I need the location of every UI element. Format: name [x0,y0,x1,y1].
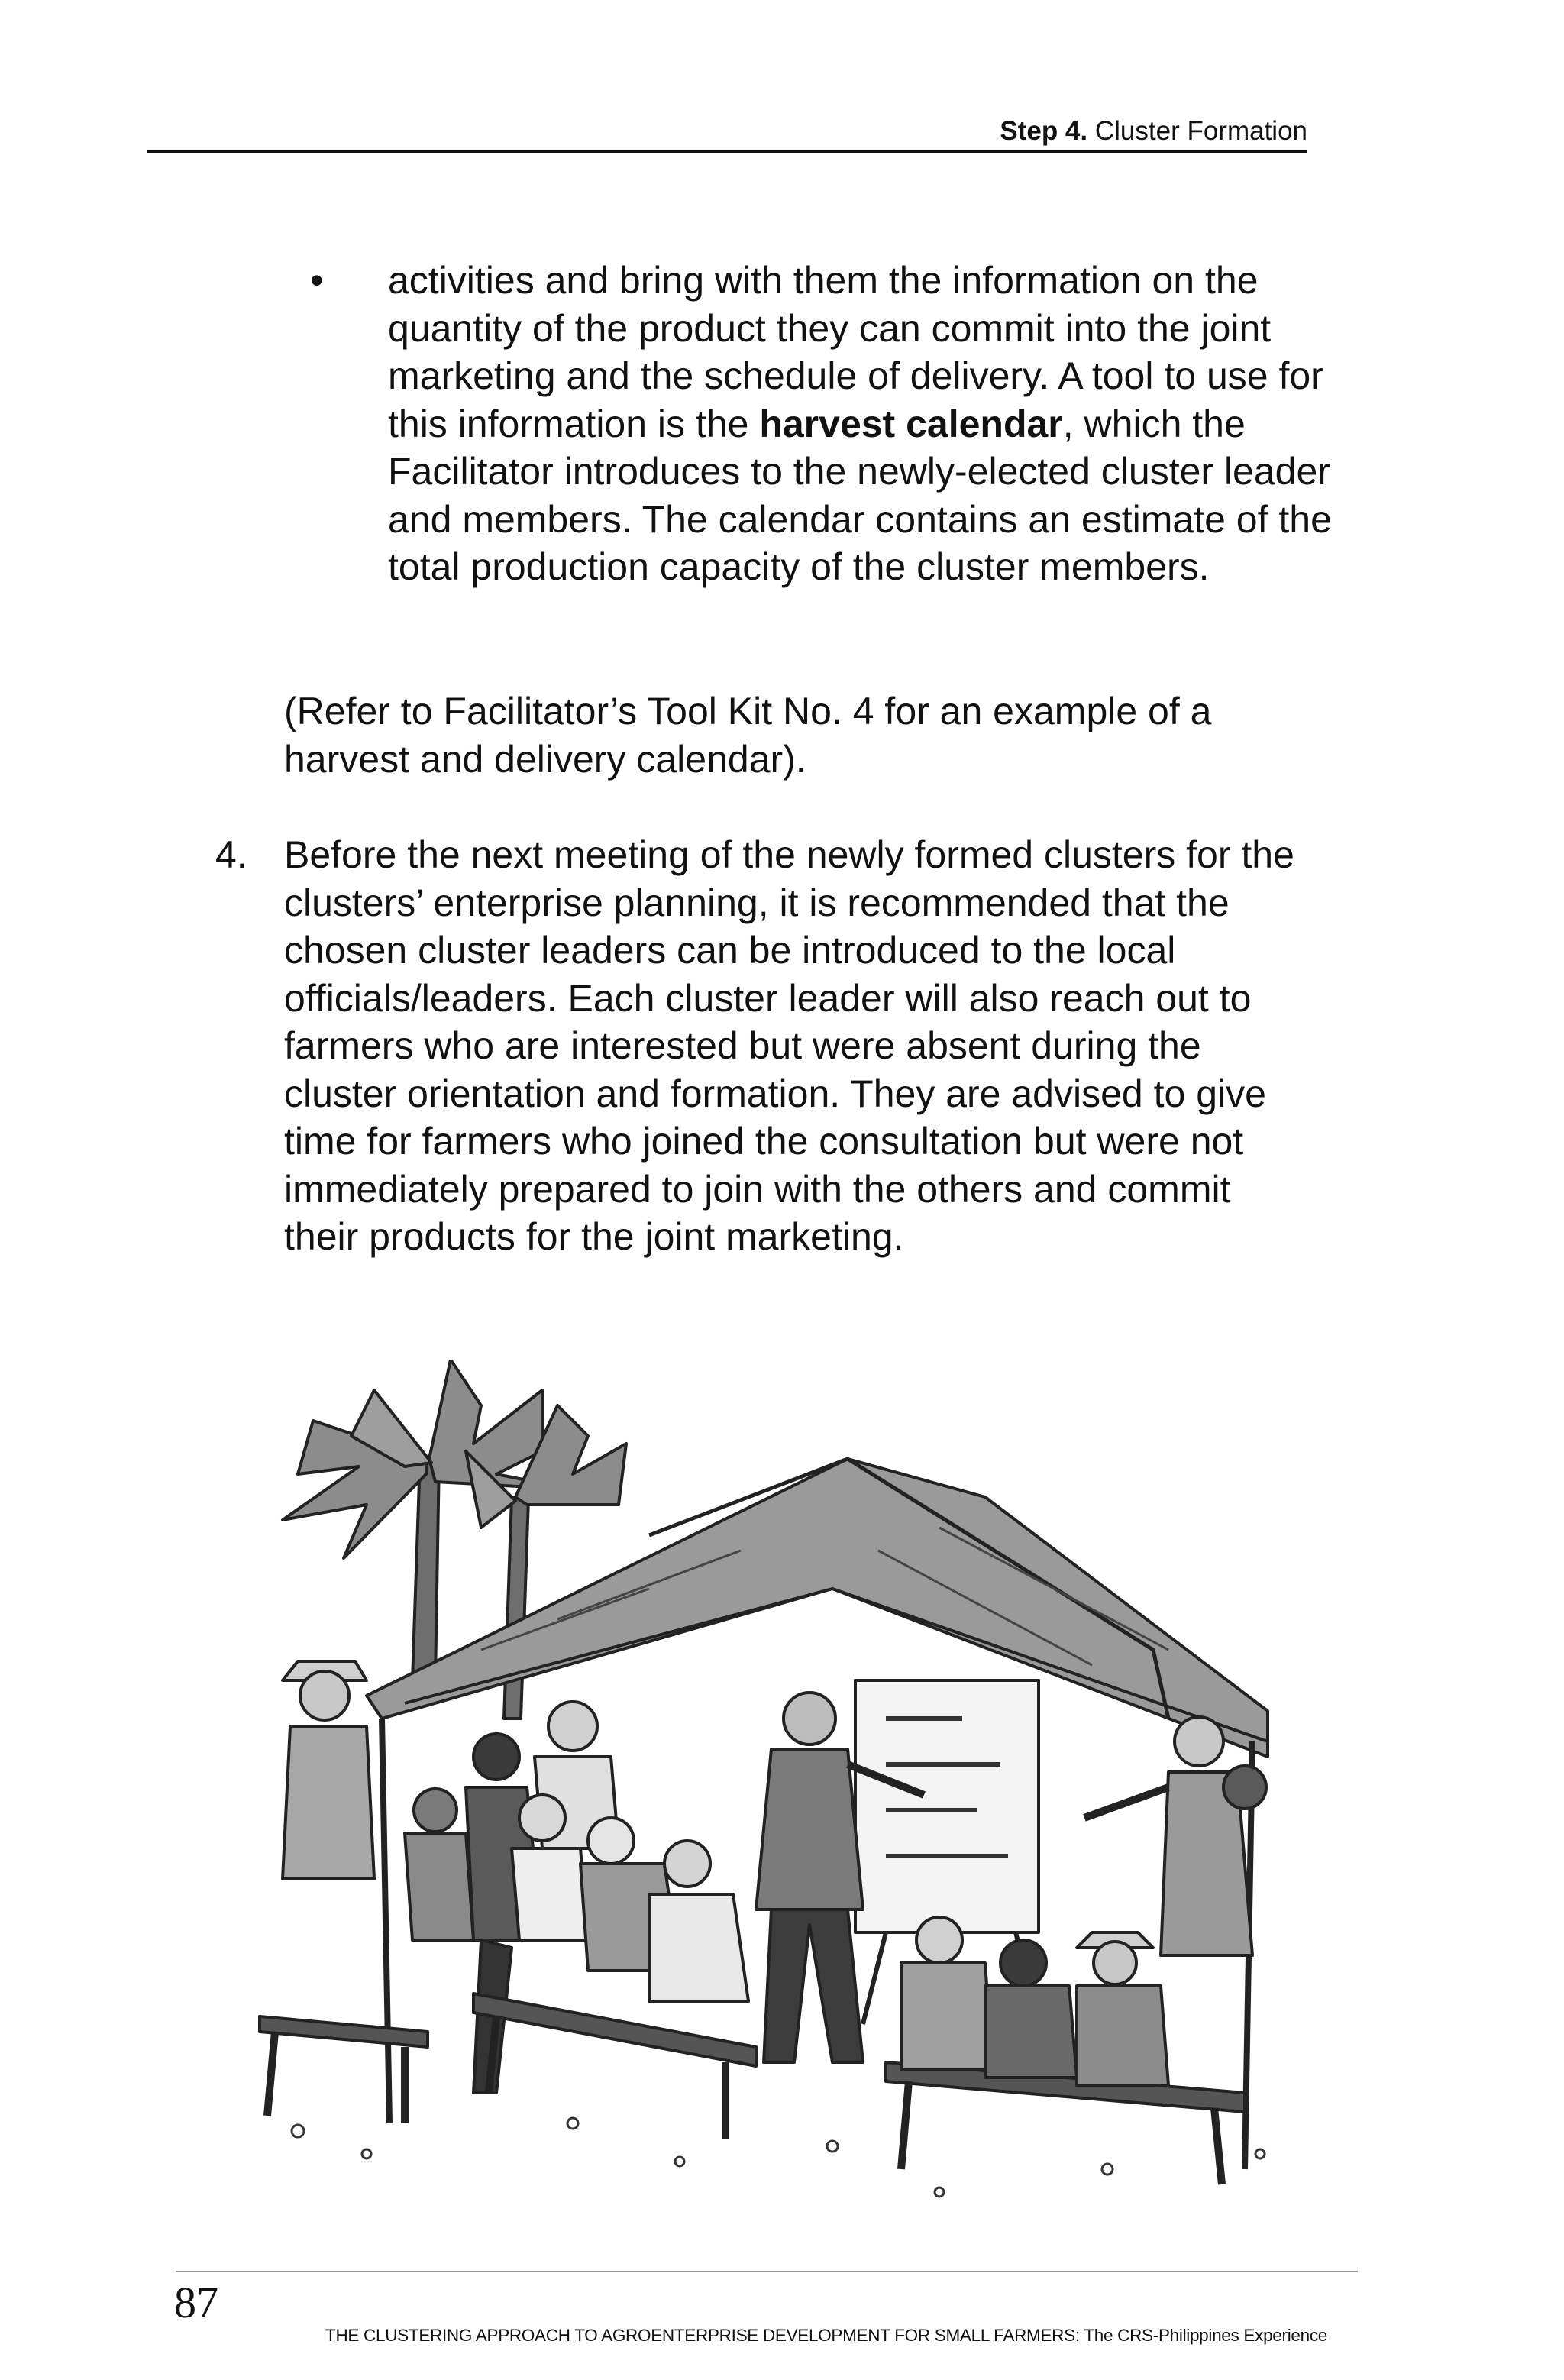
bullet-text-before: activities and bring with them the information on the quantity of the product they can commit into the joint marketing and the schedule of delivery. A tool to use for this information is the [388,259,1323,445]
meeting-illustration [252,1360,1283,2207]
bullet-icon: • [310,259,324,302]
farmer-figure-icon [283,1661,374,1879]
seated-group-icon [405,1702,748,2093]
item-text: Before the next meeting of the newly formed clusters for the clusters’ enterprise planning, it is recommended that the chosen cluster leaders can be introduced to the local officials/leaders. Each cluster leader will also reach out to farmers who are interested but were absent during the cluster orientation and formation. They are advised to give time for farmers who joined the consultation but were not immediately prepared to join with the others and commit their products for the joint marketing. [284,833,1294,1258]
bullet-text-after: , which the Facilitator introduces to the newly-elected cluster leader and members. The calendar contains an estimate of the total production capacity of the cluster members. [388,402,1332,588]
bullet-bold-term: harvest calendar [759,402,1063,445]
header-title: Cluster Formation [1094,116,1307,146]
running-header [147,115,1307,153]
item-number: 4. [215,833,247,876]
footer-divider [176,2271,1358,2272]
header-step: Step 4. [1000,116,1088,146]
ground-pebbles-icon [292,2118,1265,2197]
footer-book-title: THE CLUSTERING APPROACH TO AGROENTERPRISE DEVELOPMENT FOR SMALL FARMERS: The CRS-Philippines Experience [325,2326,1327,2345]
refer-note: (Refer to Facilitator’s Tool Kit No. 4 for an example of a harvest and delivery calendar). [284,690,1212,781]
page-number: 87 [174,2278,218,2327]
bullet-text [388,257,1335,591]
